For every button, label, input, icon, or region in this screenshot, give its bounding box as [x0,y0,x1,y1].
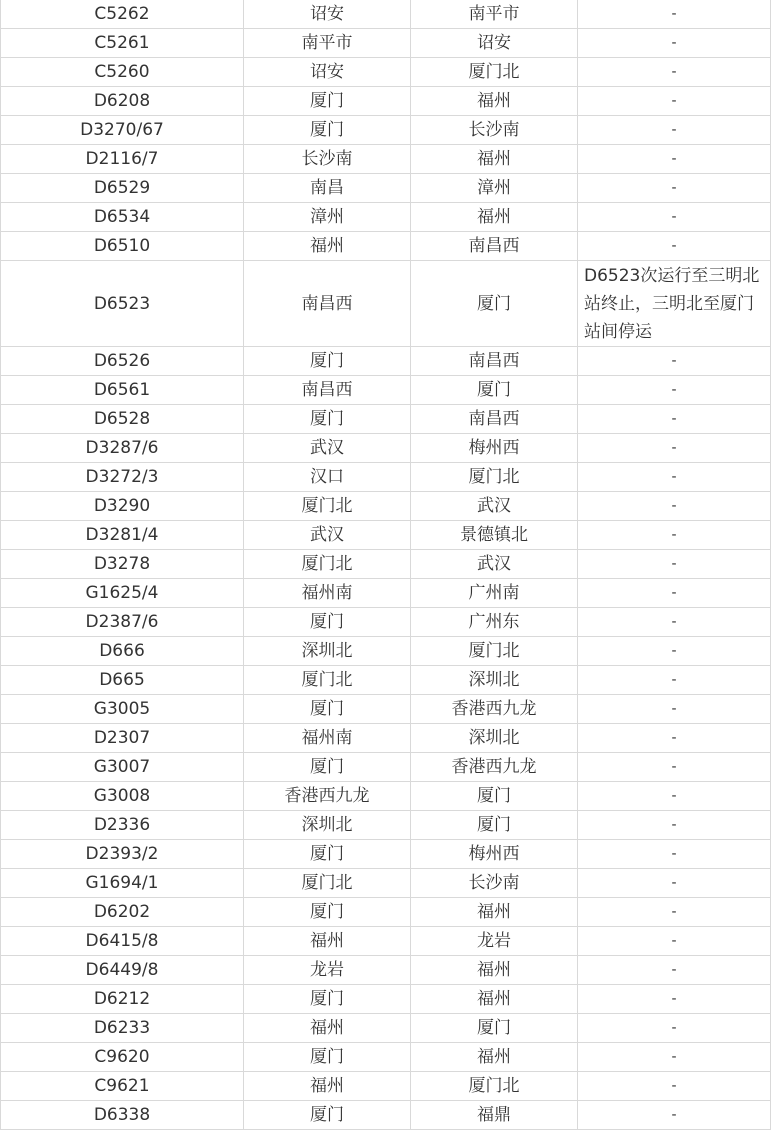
departure-station-cell: 厦门 [244,116,411,145]
departure-station-cell: 漳州 [244,203,411,232]
departure-station-cell: 厦门北 [244,666,411,695]
departure-station-cell: 诏安 [244,0,411,29]
remark-cell: - [578,898,771,927]
train-number-cell: C9621 [1,1072,244,1101]
arrival-station-cell: 福州 [411,1043,578,1072]
remark-cell: - [578,985,771,1014]
departure-station-cell: 深圳北 [244,811,411,840]
remark-cell: - [578,29,771,58]
departure-station-cell: 长沙南 [244,145,411,174]
remark-cell: - [578,492,771,521]
departure-station-cell: 福州 [244,927,411,956]
remark-cell: - [578,840,771,869]
train-number-cell: G3008 [1,782,244,811]
table-row [1,666,771,695]
remark-cell: - [578,956,771,985]
table-row [1,550,771,579]
train-number-cell: D666 [1,637,244,666]
train-number-cell: D6208 [1,87,244,116]
departure-station-cell: 厦门北 [244,550,411,579]
departure-station-cell: 厦门北 [244,869,411,898]
arrival-station-cell: 南昌西 [411,405,578,434]
arrival-station-cell: 漳州 [411,174,578,203]
table-row [1,347,771,376]
departure-station-cell: 深圳北 [244,637,411,666]
train-number-cell: C9620 [1,1043,244,1072]
remark-cell: - [578,1014,771,1043]
departure-station-cell: 香港西九龙 [244,782,411,811]
train-number-cell: C5262 [1,0,244,29]
departure-station-cell: 龙岩 [244,956,411,985]
arrival-station-cell: 景德镇北 [411,521,578,550]
table-row [1,116,771,145]
table-row [1,261,771,347]
departure-station-cell: 厦门 [244,347,411,376]
table-row [1,927,771,956]
arrival-station-cell: 深圳北 [411,666,578,695]
remark-cell: - [578,1043,771,1072]
remark-cell: - [578,116,771,145]
arrival-station-cell: 福州 [411,87,578,116]
departure-station-cell: 诏安 [244,58,411,87]
departure-station-cell: 厦门 [244,1101,411,1130]
table-row [1,840,771,869]
remark-cell: - [578,347,771,376]
remark-cell: - [578,434,771,463]
table-row [1,232,771,261]
train-number-cell: D6233 [1,1014,244,1043]
departure-station-cell: 厦门北 [244,492,411,521]
arrival-station-cell: 厦门北 [411,58,578,87]
table-row [1,985,771,1014]
train-number-cell: D6534 [1,203,244,232]
departure-station-cell: 厦门 [244,840,411,869]
train-number-cell: D6510 [1,232,244,261]
table-row [1,87,771,116]
table-row [1,782,771,811]
table-row [1,1101,771,1130]
table-row [1,811,771,840]
train-number-cell: D3287/6 [1,434,244,463]
table-row [1,463,771,492]
table-row [1,145,771,174]
arrival-station-cell: 南昌西 [411,347,578,376]
table-row [1,1014,771,1043]
train-number-cell: D3278 [1,550,244,579]
remark-cell: - [578,811,771,840]
table-row [1,521,771,550]
departure-station-cell: 福州 [244,1072,411,1101]
table-row [1,405,771,434]
table-row [1,695,771,724]
remark-cell: - [578,579,771,608]
arrival-station-cell: 福州 [411,985,578,1014]
table-row [1,637,771,666]
remark-cell: D6523次运行至三明北站终止，三明北至厦门站间停运 [578,261,771,347]
table-row [1,434,771,463]
arrival-station-cell: 厦门 [411,1014,578,1043]
train-number-cell: D2307 [1,724,244,753]
remark-cell: - [578,376,771,405]
remark-cell: - [578,145,771,174]
train-number-cell: D6523 [1,261,244,347]
arrival-station-cell: 厦门北 [411,637,578,666]
table-row [1,58,771,87]
arrival-station-cell: 龙岩 [411,927,578,956]
table-row [1,203,771,232]
table-row [1,898,771,927]
table-body [1,0,771,1130]
train-number-cell: G3005 [1,695,244,724]
train-number-cell: D3281/4 [1,521,244,550]
train-number-cell: D6415/8 [1,927,244,956]
train-number-cell: D6202 [1,898,244,927]
departure-station-cell: 厦门 [244,87,411,116]
train-number-cell: D6212 [1,985,244,1014]
departure-station-cell: 厦门 [244,695,411,724]
remark-cell: - [578,869,771,898]
arrival-station-cell: 南昌西 [411,232,578,261]
departure-station-cell: 厦门 [244,405,411,434]
train-number-cell: D2116/7 [1,145,244,174]
departure-station-cell: 福州南 [244,579,411,608]
remark-cell: - [578,550,771,579]
departure-station-cell: 南昌西 [244,261,411,347]
arrival-station-cell: 广州南 [411,579,578,608]
remark-cell: - [578,58,771,87]
train-number-cell: D2387/6 [1,608,244,637]
table-row [1,579,771,608]
remark-cell: - [578,405,771,434]
arrival-station-cell: 福鼎 [411,1101,578,1130]
departure-station-cell: 南平市 [244,29,411,58]
arrival-station-cell: 厦门 [411,782,578,811]
train-number-cell: D6526 [1,347,244,376]
table-row [1,492,771,521]
arrival-station-cell: 诏安 [411,29,578,58]
train-number-cell: C5261 [1,29,244,58]
train-number-cell: C5260 [1,58,244,87]
remark-cell: - [578,0,771,29]
arrival-station-cell: 厦门 [411,376,578,405]
remark-cell: - [578,724,771,753]
table-row [1,1043,771,1072]
remark-cell: - [578,232,771,261]
remark-cell: - [578,203,771,232]
departure-station-cell: 福州南 [244,724,411,753]
table-row [1,608,771,637]
arrival-station-cell: 福州 [411,956,578,985]
arrival-station-cell: 梅州西 [411,840,578,869]
train-number-cell: G1625/4 [1,579,244,608]
arrival-station-cell: 深圳北 [411,724,578,753]
departure-station-cell: 厦门 [244,985,411,1014]
remark-cell: - [578,521,771,550]
arrival-station-cell: 厦门北 [411,1072,578,1101]
remark-cell: - [578,753,771,782]
departure-station-cell: 厦门 [244,898,411,927]
arrival-station-cell: 南平市 [411,0,578,29]
remark-cell: - [578,666,771,695]
arrival-station-cell: 福州 [411,203,578,232]
arrival-station-cell: 长沙南 [411,869,578,898]
departure-station-cell: 武汉 [244,521,411,550]
table-row [1,1072,771,1101]
table-row [1,29,771,58]
train-number-cell: D6338 [1,1101,244,1130]
table-row [1,376,771,405]
train-number-cell: G1694/1 [1,869,244,898]
remark-cell: - [578,1072,771,1101]
arrival-station-cell: 福州 [411,898,578,927]
departure-station-cell: 南昌西 [244,376,411,405]
departure-station-cell: 汉口 [244,463,411,492]
departure-station-cell: 厦门 [244,753,411,782]
arrival-station-cell: 广州东 [411,608,578,637]
arrival-station-cell: 厦门北 [411,463,578,492]
arrival-station-cell: 香港西九龙 [411,695,578,724]
remark-cell: - [578,608,771,637]
train-number-cell: D3272/3 [1,463,244,492]
remark-cell: - [578,637,771,666]
departure-station-cell: 福州 [244,1014,411,1043]
arrival-station-cell: 厦门 [411,811,578,840]
train-number-cell: D6561 [1,376,244,405]
arrival-station-cell: 厦门 [411,261,578,347]
arrival-station-cell: 香港西九龙 [411,753,578,782]
remark-cell: - [578,927,771,956]
departure-station-cell: 武汉 [244,434,411,463]
train-number-cell: D3290 [1,492,244,521]
arrival-station-cell: 梅州西 [411,434,578,463]
remark-cell: - [578,87,771,116]
table-row [1,174,771,203]
table-row [1,0,771,29]
remark-cell: - [578,695,771,724]
departure-station-cell: 厦门 [244,1043,411,1072]
remark-cell: - [578,782,771,811]
departure-station-cell: 南昌 [244,174,411,203]
table-row [1,869,771,898]
remark-cell: - [578,174,771,203]
table-row [1,956,771,985]
arrival-station-cell: 武汉 [411,550,578,579]
table-row [1,724,771,753]
departure-station-cell: 福州 [244,232,411,261]
remark-cell: - [578,463,771,492]
remark-cell: - [578,1101,771,1130]
train-number-cell: D665 [1,666,244,695]
arrival-station-cell: 福州 [411,145,578,174]
train-number-cell: D6528 [1,405,244,434]
train-number-cell: G3007 [1,753,244,782]
train-number-cell: D2336 [1,811,244,840]
table-row [1,753,771,782]
train-number-cell: D2393/2 [1,840,244,869]
train-number-cell: D6529 [1,174,244,203]
arrival-station-cell: 武汉 [411,492,578,521]
departure-station-cell: 厦门 [244,608,411,637]
train-number-cell: D3270/67 [1,116,244,145]
train-number-cell: D6449/8 [1,956,244,985]
arrival-station-cell: 长沙南 [411,116,578,145]
